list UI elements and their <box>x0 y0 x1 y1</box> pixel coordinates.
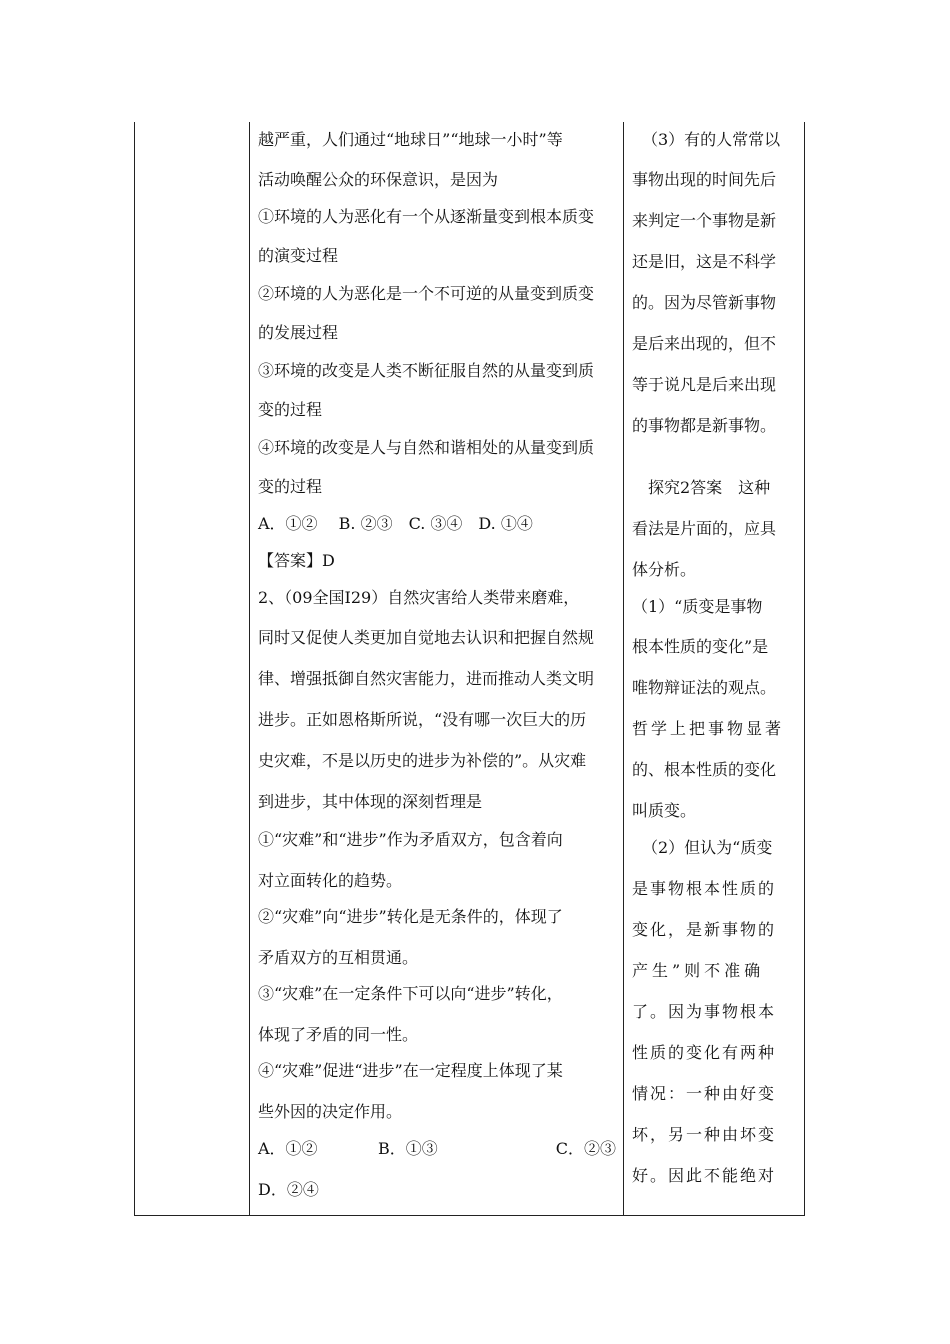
question-line: 进步。正如恩格斯所说，“没有哪一次巨大的历 <box>258 710 587 729</box>
question-line: ③环境的改变是人类不断征服自然的从量变到质 <box>258 361 595 380</box>
answer-line: 的、根本性质的变化 <box>632 760 777 779</box>
question-line: 对立面转化的趋势。 <box>258 871 403 890</box>
question-line: 活动唤醒公众的环保意识，是因为 <box>258 170 499 189</box>
question-line: 的发展过程 <box>258 323 339 342</box>
answer-line: 哲学上把事物显著 <box>632 719 785 738</box>
option-d: D．②④ <box>258 1180 319 1199</box>
table-border-col2 <box>623 122 624 1216</box>
answer-line: 来判定一个事物是新 <box>632 211 777 230</box>
question-line: 2、（09全国Ⅰ29）自然灾害给人类带来磨难， <box>258 588 580 607</box>
answer-line: 是后来出现的，但不 <box>632 334 777 353</box>
question-line: ④“灾难”促进“进步”在一定程度上体现了某 <box>258 1061 563 1080</box>
answer-line: 变化，是新事物的 <box>632 920 777 939</box>
question-line: ①环境的人为恶化有一个从逐渐量变到根本质变 <box>258 207 595 226</box>
question-line: 的演变过程 <box>258 246 339 265</box>
answer-line: 坏，另一种由坏变 <box>632 1125 777 1144</box>
answer-line: 的。因为尽管新事物 <box>632 293 777 312</box>
answer-line: 情况：一种由好变 <box>632 1084 777 1103</box>
option-b: B．①③ <box>378 1139 438 1158</box>
answer-key: 【答案】D <box>258 551 335 570</box>
question-line: 些外因的决定作用。 <box>258 1102 403 1121</box>
answer-line: 叫质变。 <box>632 801 697 820</box>
answer-line: 等于说凡是后来出现 <box>632 375 777 394</box>
answer-line: （1）“质变是事物 <box>632 597 763 616</box>
table-border-left <box>134 122 135 1216</box>
answer-line: 产生”则不准确 <box>632 961 765 980</box>
answer-line: 好。因此不能绝对 <box>632 1166 777 1185</box>
option-c: C．②③ <box>555 1139 616 1158</box>
table-border-bottom <box>134 1215 805 1216</box>
question-line: 越严重，人们通过“地球日”“地球一小时”等 <box>258 130 563 149</box>
question-line: 变的过程 <box>258 477 323 496</box>
option-a: A．①② <box>258 1139 318 1158</box>
question-line: ③“灾难”在一定条件下可以向“进步”转化， <box>258 984 563 1003</box>
answer-line: （2）但认为“质变 <box>642 838 773 857</box>
question-line: 体现了矛盾的同一性。 <box>258 1025 419 1044</box>
question-line: ④环境的改变是人与自然和谐相处的从量变到质 <box>258 438 595 457</box>
answer-line: 探究2答案 这种 <box>648 478 771 497</box>
answer-options <box>258 1139 616 1159</box>
question-line: 同时又促使人类更加自觉地去认识和把握自然规 <box>258 628 595 647</box>
question-line: 律、增强抵御自然灾害能力，进而推动人类文明 <box>258 669 595 688</box>
answer-line: 根本性质的变化”是 <box>632 637 769 656</box>
question-line: 变的过程 <box>258 400 323 419</box>
answer-line: 还是旧，这是不科学 <box>632 252 777 271</box>
question-line: 史灾难，不是以历史的进步为补偿的”。从灾难 <box>258 751 587 770</box>
question-line: ②“灾难”向“进步”转化是无条件的，体现了 <box>258 907 563 926</box>
answer-line: 了。因为事物根本 <box>632 1002 777 1021</box>
table-border-col1 <box>249 122 250 1216</box>
answer-line: 性质的变化有两种 <box>632 1043 777 1062</box>
answer-line: 是事物根本性质的 <box>632 879 777 898</box>
answer-line: 的事物都是新事物。 <box>632 416 777 435</box>
answer-options: A．①② B. ②③ C. ③④ D. ①④ <box>258 514 533 533</box>
answer-line: （3）有的人常常以 <box>642 130 781 149</box>
answer-line: 体分析。 <box>632 560 697 579</box>
answer-line: 事物出现的时间先后 <box>632 170 777 189</box>
question-line: 矛盾双方的互相贯通。 <box>258 948 419 967</box>
answer-line: 看法是片面的，应具 <box>632 519 777 538</box>
answer-line: 唯物辩证法的观点。 <box>632 678 777 697</box>
question-line: 到进步，其中体现的深刻哲理是 <box>258 792 483 811</box>
question-line: ①“灾难”和“进步”作为矛盾双方，包含着向 <box>258 830 563 849</box>
table-border-right <box>804 122 805 1216</box>
question-line: ②环境的人为恶化是一个不可逆的从量变到质变 <box>258 284 595 303</box>
